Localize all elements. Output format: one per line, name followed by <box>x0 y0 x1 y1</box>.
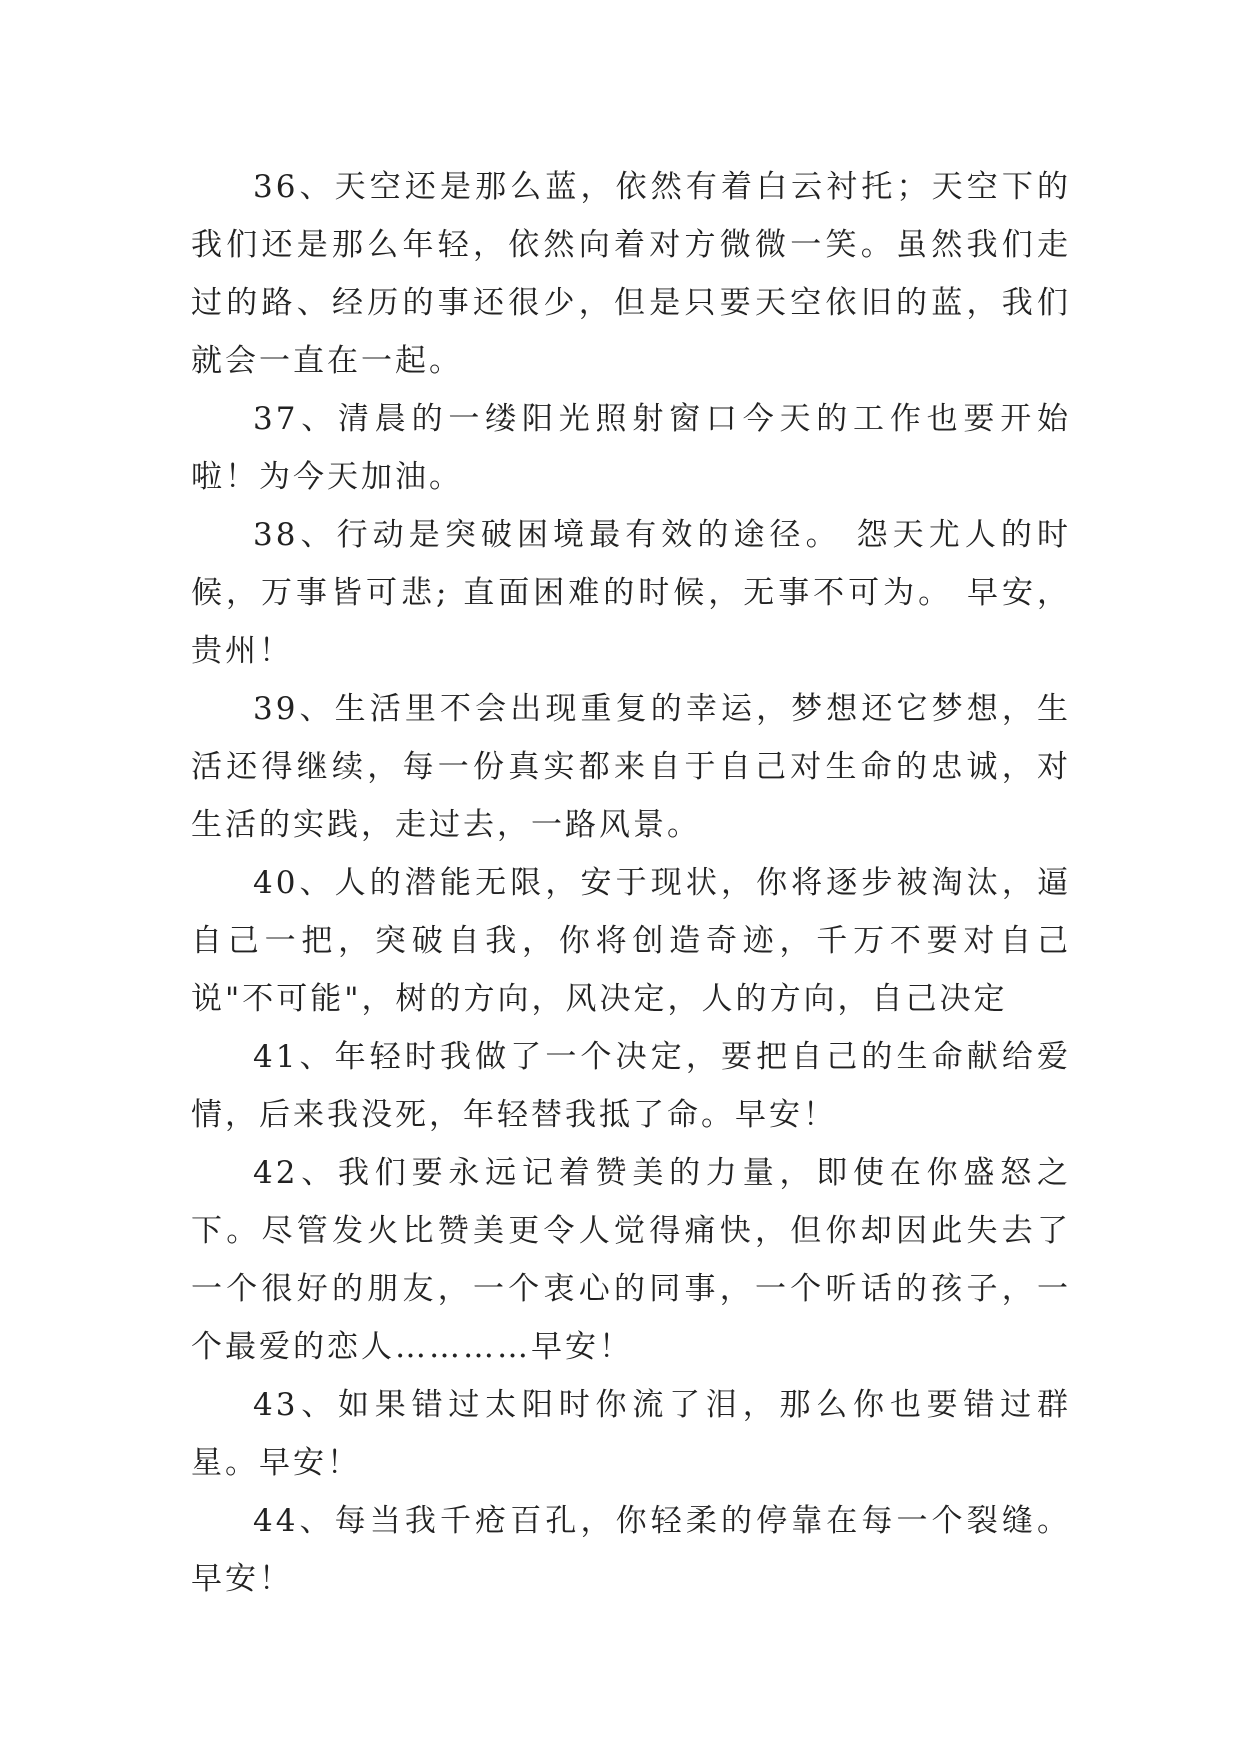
paragraph-43: 43、如果错过太阳时你流了泪，那么你也要错过群星。早安！ <box>191 1387 1071 1481</box>
paragraph-37: 37、清晨的一缕阳光照射窗口今天的工作也要开始啦！为今天加油。 <box>191 401 1071 495</box>
document-body <box>191 158 1071 1608</box>
paragraph-44: 44、每当我千疮百孔，你轻柔的停靠在每一个裂缝。早安！ <box>191 1503 1071 1597</box>
paragraph-39: 39、生活里不会出现重复的幸运，梦想还它梦想，生活还得继续，每一份真实都来自于自己对生命的忠诚，对生活的实践，走过去，一路风景。 <box>191 691 1071 843</box>
paragraph-42: 42、我们要永远记着赞美的力量，即使在你盛怒之下。尽管发火比赞美更令人觉得痛快，但你却因此失去了一个很好的朋友，一个衷心的同事，一个听话的孩子，一个最爱的恋人…………早安！ <box>191 1155 1071 1365</box>
paragraph-36: 36、天空还是那么蓝，依然有着白云衬托；天空下的我们还是那么年轻，依然向着对方微微一笑。虽然我们走过的路、经历的事还很少，但是只要天空依旧的蓝，我们就会一直在一起。 <box>191 169 1071 379</box>
paragraph-40: 40、人的潜能无限，安于现状，你将逐步被淘汰，逼自己一把，突破自我，你将创造奇迹，千万不要对自己说"不可能"，树的方向，风决定，人的方向，自己决定 <box>191 865 1071 1017</box>
paragraph-38: 38、行动是突破困境最有效的途径。 怨天尤人的时候，万事皆可悲; 直面困难的时候，无事不可为。 早安，贵州！ <box>191 517 1071 669</box>
paragraph-41: 41、年轻时我做了一个决定，要把自己的生命献给爱情，后来我没死，年轻替我抵了命。早安！ <box>191 1039 1071 1133</box>
